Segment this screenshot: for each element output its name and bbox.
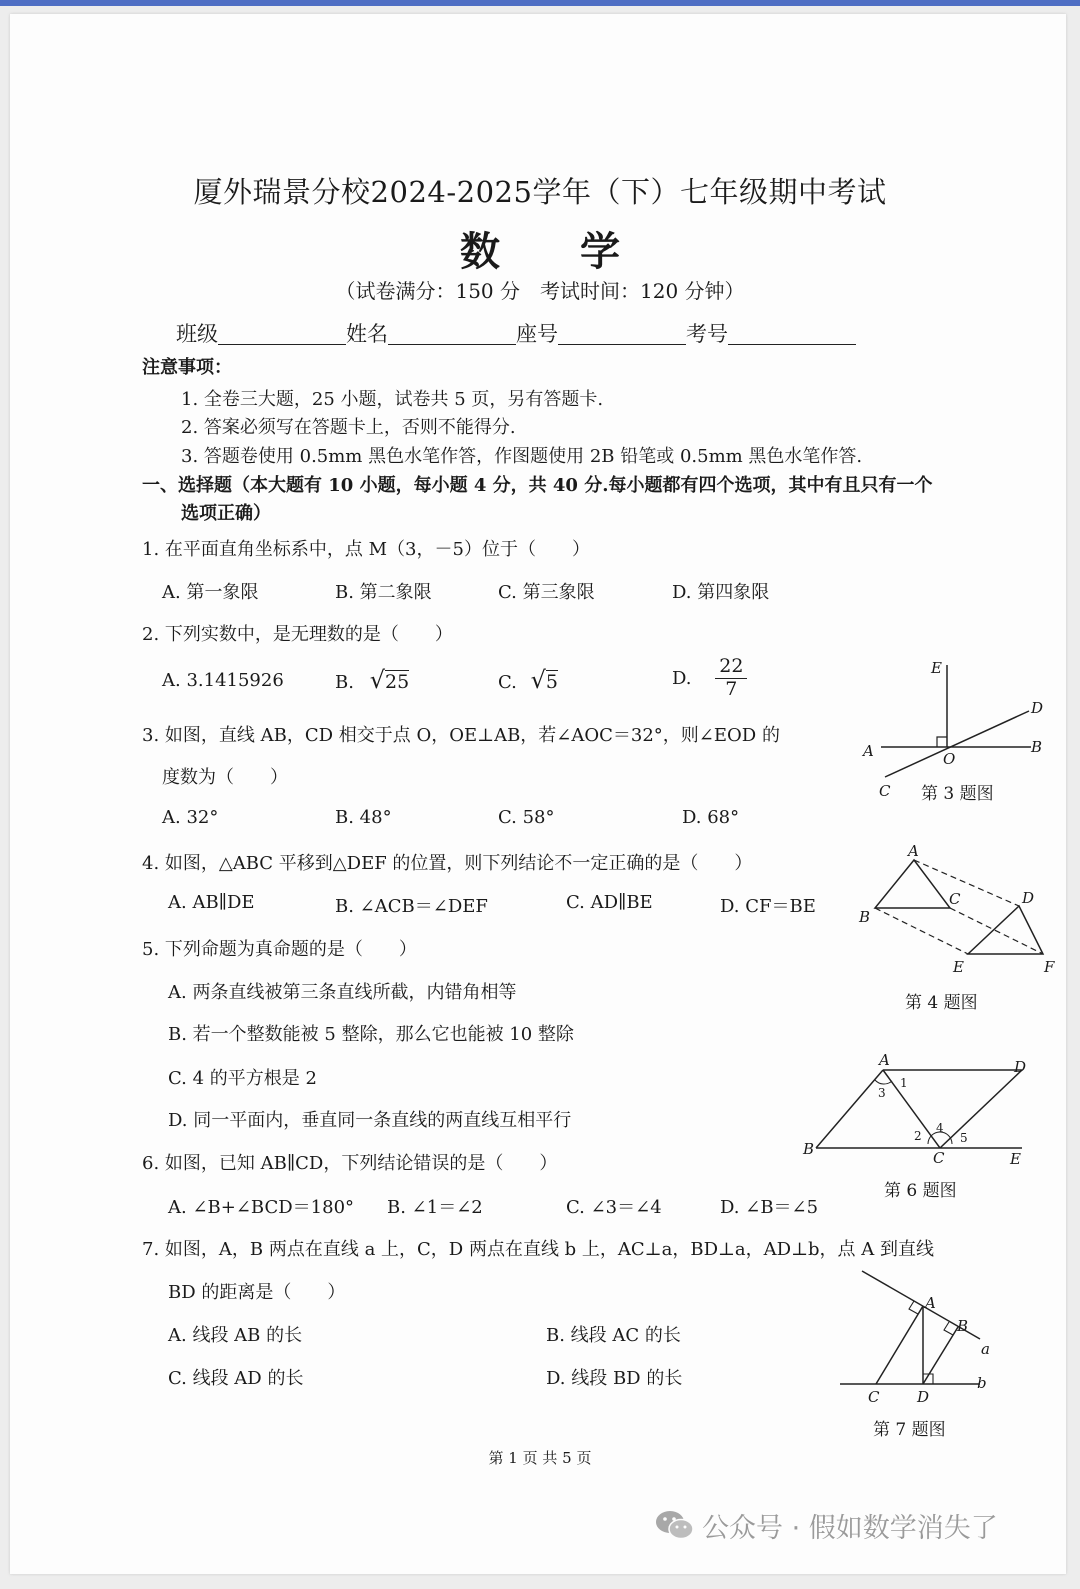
notice-item: 1. 全卷三大题，25 小题，试卷共 5 页，另有答题卡. <box>181 389 604 410</box>
label-a: A <box>925 1294 936 1312</box>
line-cd <box>940 1070 1022 1148</box>
label-f: F <box>1044 958 1055 976</box>
angle-5-label: 5 <box>960 1131 968 1145</box>
q3-option-b: B. 48° <box>335 807 392 828</box>
fraction <box>715 656 747 701</box>
triangle-abc <box>875 860 950 908</box>
label-b: B <box>803 1140 815 1158</box>
label-b: B <box>859 908 871 926</box>
sqrt-symbol: √ <box>369 666 385 694</box>
fraction-numerator: 22 <box>715 656 747 679</box>
q7-option-b: B. 线段 AC 的长 <box>546 1325 681 1346</box>
q1-option-c: C. 第三象限 <box>498 582 595 603</box>
exam-title: 厦外瑞景分校2024-2025学年（下）七年级期中考试 <box>193 175 887 209</box>
label-d: D <box>1031 699 1044 717</box>
field-class-blank <box>218 324 346 345</box>
figure-6-caption: 第 6 题图 <box>884 1181 957 1201</box>
angle-1-label: 1 <box>900 1076 908 1090</box>
q2-option-b-label: B. <box>335 672 354 693</box>
label-e: E <box>931 659 942 677</box>
q5-option-c: C. 4 的平方根是 2 <box>168 1068 317 1089</box>
right-angle-mark <box>937 737 947 747</box>
label-d: D <box>1014 1058 1027 1076</box>
section-heading-cont: 选项正确） <box>181 503 271 524</box>
q3-option-d: D. 68° <box>682 807 740 828</box>
label-a: A <box>908 842 919 860</box>
figure-6-diagram <box>800 1048 1035 1173</box>
label-e: E <box>1010 1150 1021 1168</box>
q2-option-c-label: C. <box>498 672 517 693</box>
label-d: D <box>917 1388 930 1406</box>
segment-ac <box>876 1306 923 1384</box>
line-ab <box>816 1070 883 1148</box>
label-b: B <box>957 1317 969 1335</box>
figure-4-diagram <box>855 840 1060 980</box>
label-a: A <box>863 742 874 760</box>
label-d: D <box>1022 889 1035 907</box>
figure-3-caption: 第 3 题图 <box>921 784 994 804</box>
q3-option-a: A. 32° <box>162 807 219 828</box>
q6-option-c: C. ∠3＝∠4 <box>566 1197 662 1218</box>
label-line-a: a <box>981 1340 990 1358</box>
q5-option-b: B. 若一个整数能被 5 整除，那么它也能被 10 整除 <box>168 1024 574 1045</box>
q2-option-c <box>498 666 558 694</box>
q5-option-a: A. 两条直线被第三条直线所截，内错角相等 <box>168 982 517 1003</box>
line-cd <box>885 711 1029 777</box>
q6-option-d: D. ∠B＝∠5 <box>720 1197 819 1218</box>
top-accent-bar <box>0 0 1080 6</box>
dashed-ad <box>914 860 1019 906</box>
q2-option-d-label: D. <box>672 667 692 689</box>
field-examno-blank <box>728 324 856 345</box>
question-7-stem-cont: BD 的距离是（ ） <box>168 1282 346 1303</box>
label-b: B <box>1031 738 1043 756</box>
q7-option-a: A. 线段 AB 的长 <box>168 1325 303 1346</box>
question-2-stem: 2. 下列实数中，是无理数的是（ ） <box>142 624 453 645</box>
dashed-be <box>875 908 968 954</box>
question-3-stem: 3. 如图，直线 AB，CD 相交于点 O，OE⊥AB，若∠AOC＝32°，则∠EOD 的 <box>142 725 780 746</box>
q3-option-c: C. 58° <box>498 807 555 828</box>
q2-option-b <box>335 666 409 694</box>
q2-option-a: A. 3.1415926 <box>162 670 284 691</box>
notice-heading: 注意事项： <box>142 357 232 378</box>
exam-info: （试卷满分：150 分 考试时间：120 分钟） <box>335 279 745 303</box>
question-7-stem: 7. 如图，A，B 两点在直线 a 上，C，D 两点在直线 b 上，AC⊥a，BD⊥a，AD⊥b，点 A 到直线 <box>142 1239 934 1260</box>
question-4-stem: 4. 如图，△ABC 平移到△DEF 的位置，则下列结论不一定正确的是（ ） <box>142 853 753 874</box>
angle-arc-a <box>875 1080 892 1084</box>
figure-7-diagram <box>835 1262 1000 1407</box>
q1-option-b: B. 第二象限 <box>335 582 432 603</box>
q4-option-c: C. AD∥BE <box>566 892 653 913</box>
q2-option-b-radicand: 25 <box>384 671 410 693</box>
q6-option-b: B. ∠1＝∠2 <box>387 1197 483 1218</box>
q7-option-c: C. 线段 AD 的长 <box>168 1368 304 1389</box>
q1-option-d: D. 第四象限 <box>672 582 770 603</box>
question-6-stem: 6. 如图，已知 AB∥CD，下列结论错误的是（ ） <box>142 1153 558 1174</box>
label-c: C <box>949 890 961 908</box>
fraction-denominator: 7 <box>725 677 738 700</box>
field-class-label: 班级 <box>176 322 218 346</box>
field-seat-blank <box>558 324 686 345</box>
angle-3-label: 3 <box>878 1086 886 1100</box>
q6-option-a: A. ∠B+∠BCD＝180° <box>168 1197 355 1218</box>
field-name-label: 姓名 <box>346 322 388 346</box>
question-5-stem: 5. 下列命题为真命题的是（ ） <box>142 939 417 960</box>
sqrt-symbol: √ <box>530 666 546 694</box>
section-heading: 一、选择题（本大题有 10 小题，每小题 4 分，共 40 分.每小题都有四个选项，其中有且只有一个 <box>142 475 933 496</box>
wechat-icon <box>655 1508 695 1542</box>
q4-option-d: D. CF＝BE <box>720 896 816 917</box>
q5-option-d: D. 同一平面内，垂直同一条直线的两直线互相平行 <box>168 1110 572 1131</box>
student-fields <box>176 318 856 348</box>
notice-item: 3. 答题卷使用 0.5mm 黑色水笔作答，作图题使用 2B 铅笔或 0.5mm 黑色水笔作答. <box>181 446 863 467</box>
angle-4-label: 4 <box>936 1121 944 1135</box>
label-e: E <box>953 958 964 976</box>
page-number: 第 1 页 共 5 页 <box>488 1449 592 1467</box>
triangle-def <box>968 906 1043 954</box>
label-c: C <box>879 782 891 800</box>
label-c: C <box>868 1388 880 1406</box>
q4-option-a: A. AB∥DE <box>168 892 255 913</box>
segment-bd <box>923 1327 958 1384</box>
dashed-cf <box>950 908 1043 954</box>
field-seat-label: 座号 <box>516 322 558 346</box>
q2-option-d <box>672 656 747 701</box>
right-angle-mark <box>944 1322 953 1335</box>
angle-2-label: 2 <box>914 1129 922 1143</box>
field-name-blank <box>388 324 516 345</box>
q4-option-b: B. ∠ACB＝∠DEF <box>335 896 488 917</box>
subject-title: 数学 <box>460 228 700 275</box>
q1-option-a: A. 第一象限 <box>162 582 259 603</box>
field-examno-label: 考号 <box>686 322 728 346</box>
question-3-stem-cont: 度数为（ ） <box>162 767 288 788</box>
label-line-b: b <box>977 1374 987 1392</box>
notice-item: 2. 答案必须写在答题卡上，否则不能得分. <box>181 417 516 438</box>
label-a: A <box>879 1051 890 1069</box>
figure-7-caption: 第 7 题图 <box>873 1420 946 1440</box>
q7-option-d: D. 线段 BD 的长 <box>546 1368 683 1389</box>
label-c: C <box>933 1149 945 1167</box>
figure-4-caption: 第 4 题图 <box>905 993 978 1013</box>
watermark-text: 公众号 · 假如数学消失了 <box>702 1513 998 1544</box>
question-1-stem: 1. 在平面直角坐标系中，点 M（3，－5）位于（ ） <box>142 539 590 560</box>
q2-option-c-radicand: 5 <box>545 671 558 693</box>
label-o: O <box>943 750 956 768</box>
